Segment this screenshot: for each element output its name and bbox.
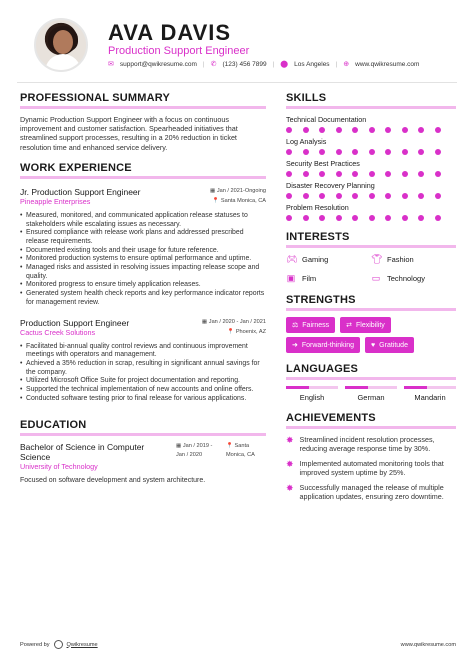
calendar-icon: ▦ <box>210 187 216 194</box>
skill-item <box>286 137 456 155</box>
header-divider <box>17 82 457 83</box>
rating-dot <box>352 149 358 155</box>
right-column <box>286 92 456 507</box>
heart-icon: ♥ <box>371 341 376 349</box>
interest-label: Gaming <box>302 255 329 264</box>
bullet-item: • Monitored progress to ensure timely application releases. <box>20 281 266 290</box>
rating-dot <box>418 149 424 155</box>
skill-rating <box>286 171 456 177</box>
strength-chip <box>365 337 414 353</box>
strength-chip <box>286 337 360 353</box>
rating-dot <box>435 215 441 221</box>
job-location: Santa Monica, CA <box>220 197 266 204</box>
rating-dot <box>369 127 375 133</box>
rating-dot <box>352 193 358 199</box>
bullet-item: • Facilitated bi-annual quality control reviews and continuous improvement meetings with operators and management. <box>20 343 266 360</box>
job-company: Cactus Creek Solutions <box>20 327 96 337</box>
bullet-item: • Measured, monitored, and communicated application release statuses to stakeholders while escalating issues as necessary. <box>20 212 266 229</box>
pin-icon: 📍 <box>226 443 233 450</box>
rating-dot <box>303 171 309 177</box>
bullet-item: • Conducted software testing prior to final release for various applications. <box>20 395 266 404</box>
resume-header <box>0 0 474 80</box>
rating-dot <box>319 127 325 133</box>
rating-dot <box>352 127 358 133</box>
languages-list <box>286 386 456 402</box>
interest-label: Fashion <box>387 255 414 264</box>
rating-dot <box>418 171 424 177</box>
language-level-bar <box>404 386 456 389</box>
globe-icon: ⊕ <box>343 61 350 68</box>
rating-dot <box>303 215 309 221</box>
interest-item <box>371 254 456 265</box>
arrow-right-icon: ➜ <box>292 342 298 349</box>
film-icon: ▣ <box>286 273 296 283</box>
shirt-icon: 👕︎ <box>371 254 383 264</box>
language-item <box>286 386 338 402</box>
gamepad-icon: 🎮︎ <box>286 254 298 264</box>
rating-dot <box>286 215 292 221</box>
trophy-icon: ✸ <box>286 459 294 469</box>
bullet-item: • Ensured compliance with release work plans and addressed prescribed release requirements. <box>20 229 266 246</box>
rating-dot <box>303 149 309 155</box>
pin-icon: 📍 <box>227 328 235 335</box>
skill-name: Problem Resolution <box>286 203 349 212</box>
strength-chip <box>340 317 391 333</box>
language-level-fill <box>404 386 427 389</box>
job-title: Production Support Engineer <box>20 317 130 328</box>
job-bullets <box>20 343 266 404</box>
rating-dot <box>435 149 441 155</box>
section-divider <box>286 377 456 380</box>
bullet-item: • Documented existing tools and their usage for future reference. <box>20 247 266 256</box>
language-level-bar <box>286 386 338 389</box>
skill-name: Disaster Recovery Planning <box>286 181 375 190</box>
rating-dot <box>319 171 325 177</box>
skill-rating <box>286 127 456 133</box>
job-dates: Jan / 2020 - Jan / 2021 <box>208 318 266 325</box>
rating-dot <box>336 127 342 133</box>
bullet-item: • Managed risks and assisted in resolving issues impacting release scope and quality. <box>20 264 266 281</box>
rating-dot <box>286 149 292 155</box>
education-heading: EDUCATION <box>20 419 87 432</box>
shuffle-icon: ⇄ <box>346 322 352 329</box>
language-item <box>404 386 456 402</box>
language-name: Mandarin <box>414 393 446 402</box>
footer-brand-name[interactable]: Qwikresume <box>66 641 98 648</box>
candidate-title: Production Support Engineer <box>108 45 250 57</box>
job-title: Jr. Production Support Engineer <box>20 186 141 197</box>
skill-item <box>286 181 456 199</box>
rating-dot <box>402 127 408 133</box>
left-column <box>20 92 266 484</box>
location-pin-icon: ⬤ <box>280 61 289 68</box>
page-footer <box>20 640 456 649</box>
rating-dot <box>369 215 375 221</box>
interests-list <box>286 254 456 284</box>
rating-dot <box>352 171 358 177</box>
qwikresume-logo-icon <box>54 640 63 649</box>
skill-rating <box>286 215 456 221</box>
rating-dot <box>369 149 375 155</box>
calendar-icon: ▦ <box>176 443 182 450</box>
skills-heading: SKILLS <box>286 92 327 104</box>
strength-chip <box>286 317 335 333</box>
interests-heading: INTERESTS <box>286 231 350 243</box>
interest-item <box>286 254 371 265</box>
skill-item <box>286 159 456 177</box>
interest-item <box>371 273 456 284</box>
achievement-text: Streamlined incident resolution processes, reducing average response time by 30%. <box>299 435 435 453</box>
section-divider <box>286 106 456 109</box>
section-divider <box>20 176 266 179</box>
job-entry <box>20 187 266 308</box>
rating-dot <box>286 193 292 199</box>
contact-phone[interactable]: (123) 456 7899 <box>222 60 267 68</box>
rating-dot <box>435 171 441 177</box>
rating-dot <box>319 149 325 155</box>
strengths-heading: STRENGTHS <box>286 294 356 306</box>
education-dates: Jan / 2019 - Jan / 2020 <box>176 443 213 459</box>
achievement-text: Implemented automated monitoring tools that improved system uptime by 25%. <box>299 459 444 477</box>
skill-rating <box>286 149 456 155</box>
rating-dot <box>435 127 441 133</box>
interest-label: Technology <box>387 274 425 283</box>
rating-dot <box>435 193 441 199</box>
rating-dot <box>286 171 292 177</box>
education-location: Santa Monica, CA <box>226 443 255 459</box>
bullet-item: • Utilized Microsoft Office Suite for project documentation and reporting. <box>20 377 266 386</box>
rating-dot <box>303 193 309 199</box>
email-icon: ✉ <box>108 61 114 68</box>
rating-dot <box>319 215 325 221</box>
pin-icon: 📍 <box>212 197 220 204</box>
scale-icon: ⚖ <box>292 322 299 329</box>
achievement-item <box>286 483 456 501</box>
rating-dot <box>402 171 408 177</box>
education-note: Focused on software development and system architecture. <box>20 477 206 485</box>
rating-dot <box>385 149 391 155</box>
summary-text: Dynamic Production Support Engineer with a focus on continuous improvement and customer satisfaction. Spearheaded initiatives that streamlined support processes, resulting in a 20% reduction in ticket resolution time and enhanced service delivery. <box>20 115 238 152</box>
rating-dot <box>385 171 391 177</box>
rating-dot <box>418 215 424 221</box>
contact-website[interactable]: www.qwikresume.com <box>355 60 420 68</box>
experience-heading: WORK EXPERIENCE <box>20 161 132 174</box>
skill-name: Security Best Practices <box>286 159 360 168</box>
job-location: Phoenix, AZ <box>235 328 266 335</box>
trophy-icon: ✸ <box>286 483 294 493</box>
achievement-item <box>286 459 456 477</box>
languages-heading: LANGUAGES <box>286 363 359 375</box>
section-divider <box>20 106 266 109</box>
footer-brand <box>20 640 98 649</box>
calendar-icon: ▦ <box>201 318 208 325</box>
skill-name: Log Analysis <box>286 137 327 146</box>
rating-dot <box>336 215 342 221</box>
strength-label: Forward-thinking <box>301 341 355 349</box>
strength-label: Gratitude <box>379 341 408 349</box>
language-level-bar <box>345 386 397 389</box>
section-divider <box>20 433 266 436</box>
section-divider <box>286 308 456 311</box>
trophy-icon: ✸ <box>286 435 294 445</box>
achievements-heading: ACHIEVEMENTS <box>286 412 376 424</box>
monitor-icon: ▭ <box>371 273 381 283</box>
rating-dot <box>336 171 342 177</box>
rating-dot <box>336 149 342 155</box>
strengths-list <box>286 317 456 353</box>
job-entry <box>20 318 266 404</box>
bullet-item: • Monitored production systems to ensure optimal performance and uptime. <box>20 255 266 264</box>
strength-label: Fairness <box>302 321 330 329</box>
rating-dot <box>352 215 358 221</box>
bullet-item: • Supported the technical implementation of new accounts and online offers. <box>20 386 266 395</box>
job-company: Pineapple Enterprises <box>20 196 91 206</box>
footer-website[interactable]: www.qwikresume.com <box>400 641 456 648</box>
interest-item <box>286 273 371 284</box>
rating-dot <box>336 193 342 199</box>
rating-dot <box>418 193 424 199</box>
language-level-fill <box>286 386 309 389</box>
language-name: German <box>357 393 385 402</box>
skill-name: Technical Documentation <box>286 115 367 124</box>
rating-dot <box>319 193 325 199</box>
skills-list <box>286 115 456 221</box>
profile-photo <box>34 18 88 72</box>
rating-dot <box>385 127 391 133</box>
bullet-item: • Generated system health check reports and key performance indicator reports for management review. <box>20 290 266 307</box>
rating-dot <box>286 127 292 133</box>
skill-rating <box>286 193 456 199</box>
job-bullets <box>20 212 266 308</box>
bullet-item: • Achieved a 35% reduction in scrap, resulting in significant annual savings for the company. <box>20 360 266 377</box>
rating-dot <box>385 215 391 221</box>
skill-item <box>286 115 456 133</box>
contact-bar: ✉ support@qwikresume.com | ✆ (123) 456 7899 | ⬤ Los Angeles | ⊕ www.qwikresume.com <box>108 60 420 68</box>
phone-icon: ✆ <box>210 61 217 68</box>
strength-label: Flexibility <box>356 321 385 329</box>
section-divider <box>286 245 456 248</box>
rating-dot <box>418 127 424 133</box>
contact-location: Los Angeles <box>294 60 330 68</box>
candidate-name: AVA DAVIS <box>108 20 232 45</box>
footer-powered-label: Powered by <box>20 641 50 648</box>
summary-heading: PROFESSIONAL SUMMARY <box>20 92 171 104</box>
education-degree: Bachelor of Science in Computer Science <box>20 442 145 463</box>
contact-email[interactable]: support@qwikresume.com <box>119 60 197 68</box>
language-level-fill <box>345 386 368 389</box>
rating-dot <box>402 149 408 155</box>
language-name: English <box>299 393 325 402</box>
achievement-text: Successfully managed the release of multiple application updates, ensuring zero downtime. <box>299 483 444 501</box>
education-school: University of Technology <box>20 462 98 472</box>
job-dates: Jan / 2021-Ongoing <box>216 187 266 194</box>
rating-dot <box>402 215 408 221</box>
interest-label: Film <box>302 274 317 283</box>
achievement-item <box>286 435 456 453</box>
rating-dot <box>303 127 309 133</box>
rating-dot <box>385 193 391 199</box>
section-divider <box>286 426 456 429</box>
rating-dot <box>369 193 375 199</box>
rating-dot <box>402 193 408 199</box>
skill-item <box>286 203 456 221</box>
language-item <box>345 386 397 402</box>
rating-dot <box>369 171 375 177</box>
